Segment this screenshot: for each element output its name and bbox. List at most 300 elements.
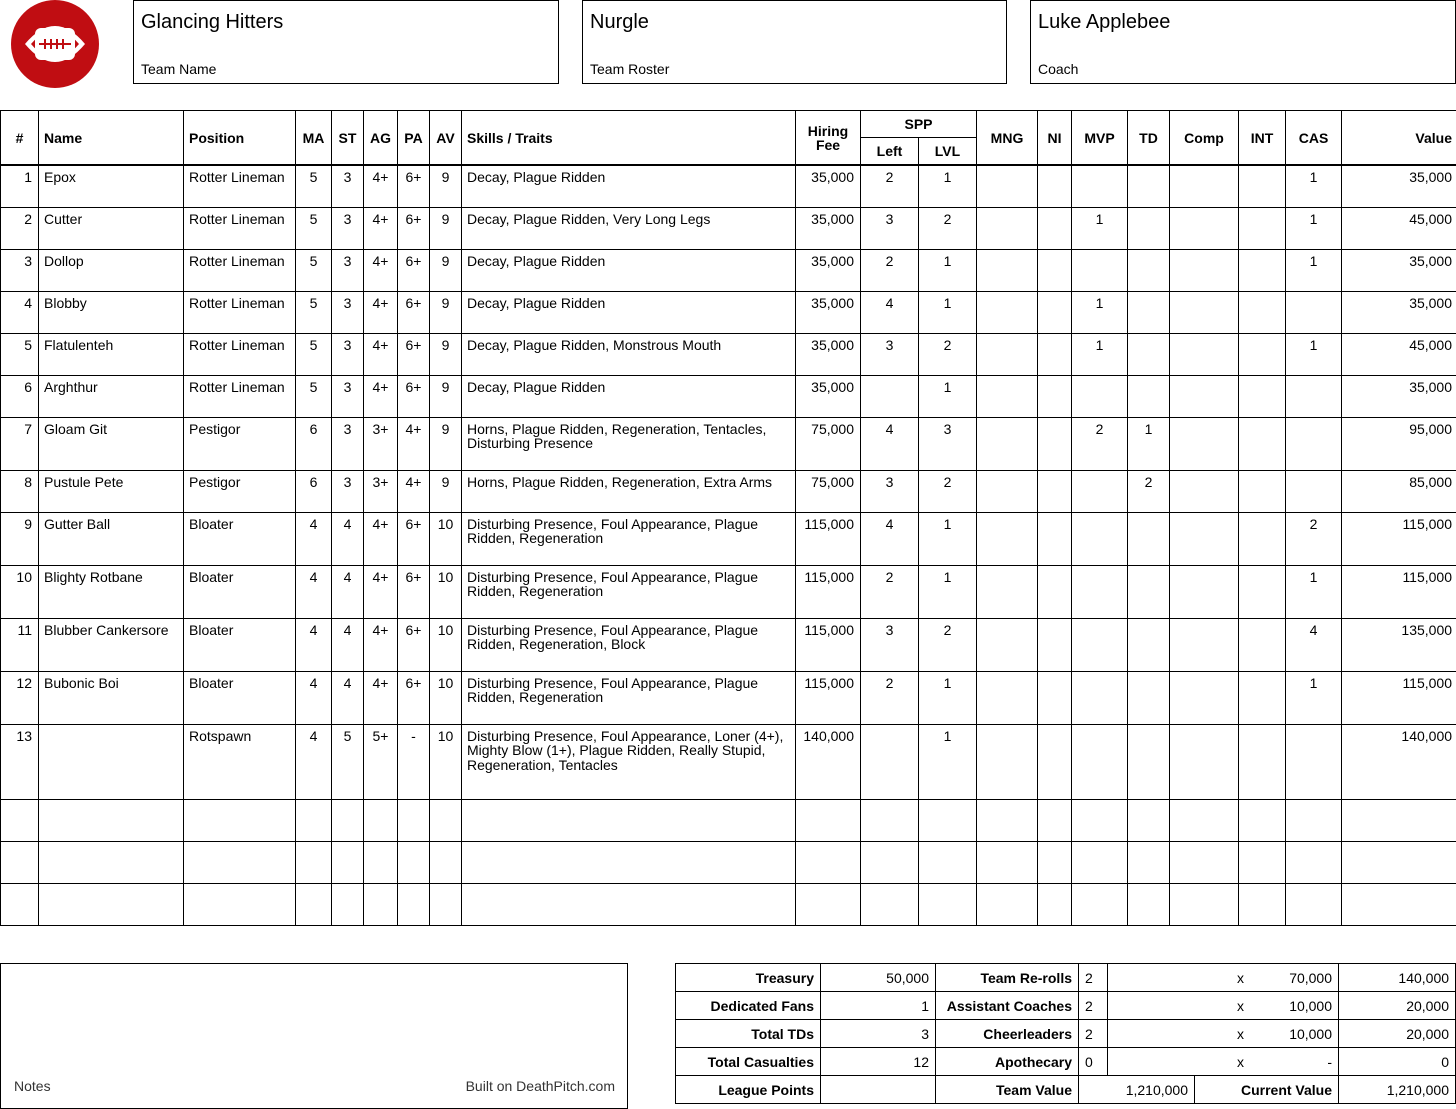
player-spp-left-empty	[861, 841, 919, 883]
col-header-int: INT	[1239, 111, 1286, 166]
player-spp-left-empty	[861, 799, 919, 841]
col-header-mvp: MVP	[1072, 111, 1128, 166]
player-av: 9	[430, 417, 462, 470]
player-skills: Horns, Plague Ridden, Regeneration, Tentacles, Disturbing Presence	[462, 417, 796, 470]
apothecary-label: Apothecary	[936, 1048, 1079, 1076]
times-sign: x	[1237, 969, 1244, 986]
player-av: 10	[430, 671, 462, 724]
player-pa: 4+	[398, 470, 430, 512]
player-ni	[1038, 249, 1072, 291]
player-number: 10	[1, 565, 39, 618]
player-td-empty	[1128, 799, 1170, 841]
roster-body	[1, 165, 1456, 925]
player-int	[1239, 724, 1286, 799]
player-ma: 4	[296, 671, 332, 724]
player-int	[1239, 165, 1286, 207]
player-ma: 6	[296, 417, 332, 470]
player-comp-empty	[1170, 799, 1239, 841]
player-skills: Decay, Plague Ridden, Very Long Legs	[462, 207, 796, 249]
col-header-pa: PA	[398, 111, 430, 166]
player-mvp	[1072, 565, 1128, 618]
player-st-empty	[332, 883, 364, 925]
roster-table	[0, 110, 1456, 926]
player-hiring-fee: 115,000	[796, 512, 861, 565]
player-ag: 3+	[364, 417, 398, 470]
player-ni-empty	[1038, 841, 1072, 883]
player-value-empty	[1342, 883, 1456, 925]
player-position: Rotspawn	[184, 724, 296, 799]
player-ag: 4+	[364, 333, 398, 375]
player-int	[1239, 417, 1286, 470]
player-pa: 6+	[398, 207, 430, 249]
player-td-empty	[1128, 883, 1170, 925]
player-number: 3	[1, 249, 39, 291]
team-roster: Nurgle	[590, 11, 649, 33]
player-comp	[1170, 375, 1239, 417]
player-av: 10	[430, 512, 462, 565]
player-comp-empty	[1170, 841, 1239, 883]
apothecary-total: 0	[1339, 1048, 1456, 1076]
player-spp-lvl: 1	[919, 165, 977, 207]
cheerleaders-cost: 10,000	[1289, 1025, 1333, 1042]
player-ma: 5	[296, 291, 332, 333]
player-ag: 3+	[364, 470, 398, 512]
total-casualties-label: Total Casualties	[676, 1048, 821, 1076]
player-comp	[1170, 291, 1239, 333]
player-mng	[977, 207, 1038, 249]
empty-table-row[interactable]	[1, 883, 1456, 925]
player-ni-empty	[1038, 883, 1072, 925]
built-on-credit: Built on DeathPitch.com	[465, 1078, 615, 1094]
player-ag: 4+	[364, 249, 398, 291]
player-hiring-fee: 35,000	[796, 375, 861, 417]
player-pa: 6+	[398, 512, 430, 565]
player-mvp	[1072, 724, 1128, 799]
player-st: 4	[332, 671, 364, 724]
player-mng	[977, 470, 1038, 512]
treasury-value: 50,000	[821, 964, 936, 992]
player-spp-left	[861, 724, 919, 799]
player-ni	[1038, 671, 1072, 724]
notes-box[interactable]	[0, 963, 628, 1109]
player-name-empty	[39, 841, 184, 883]
player-skills: Decay, Plague Ridden, Monstrous Mouth	[462, 333, 796, 375]
col-header-ag: AG	[364, 111, 398, 166]
table-row[interactable]	[1, 291, 1456, 333]
table-row[interactable]	[1, 375, 1456, 417]
player-int	[1239, 470, 1286, 512]
player-int	[1239, 291, 1286, 333]
player-st: 3	[332, 375, 364, 417]
player-td-empty	[1128, 841, 1170, 883]
rerolls-cost-cell	[1108, 964, 1339, 992]
player-value: 35,000	[1342, 165, 1456, 207]
player-int-empty	[1239, 841, 1286, 883]
col-header-spp: SPP	[861, 111, 977, 138]
player-cas: 1	[1286, 565, 1342, 618]
player-mng-empty	[977, 841, 1038, 883]
player-ag-empty	[364, 883, 398, 925]
player-av: 9	[430, 165, 462, 207]
player-value: 45,000	[1342, 207, 1456, 249]
empty-table-row[interactable]	[1, 799, 1456, 841]
player-value-empty	[1342, 799, 1456, 841]
player-spp-left: 2	[861, 249, 919, 291]
table-row[interactable]	[1, 207, 1456, 249]
player-int	[1239, 618, 1286, 671]
times-sign: x	[1237, 1053, 1244, 1070]
apothecary-cost-cell	[1108, 1048, 1339, 1076]
football-logo-icon	[11, 0, 99, 88]
fans-value: 1	[821, 992, 936, 1020]
league-points-value	[821, 1076, 936, 1104]
player-spp-lvl: 2	[919, 618, 977, 671]
player-number-empty	[1, 883, 39, 925]
player-comp	[1170, 671, 1239, 724]
player-mng	[977, 333, 1038, 375]
player-hiring-fee: 35,000	[796, 249, 861, 291]
player-mng	[977, 417, 1038, 470]
cheerleaders-label: Cheerleaders	[936, 1020, 1079, 1048]
player-position: Rotter Lineman	[184, 207, 296, 249]
player-pa-empty	[398, 883, 430, 925]
player-position-empty	[184, 883, 296, 925]
player-td	[1128, 671, 1170, 724]
player-mng	[977, 375, 1038, 417]
player-comp	[1170, 512, 1239, 565]
player-name: Bubonic Boi	[39, 671, 184, 724]
player-hiring-fee: 115,000	[796, 671, 861, 724]
player-pa: 6+	[398, 671, 430, 724]
player-st: 3	[332, 249, 364, 291]
player-ag: 4+	[364, 291, 398, 333]
times-sign: x	[1237, 997, 1244, 1014]
player-position: Rotter Lineman	[184, 333, 296, 375]
player-ag: 4+	[364, 207, 398, 249]
player-position-empty	[184, 841, 296, 883]
player-ma: 4	[296, 724, 332, 799]
team-roster-caption: Team Roster	[590, 61, 670, 77]
player-ma-empty	[296, 799, 332, 841]
notes-label: Notes	[14, 1078, 51, 1094]
player-av: 10	[430, 724, 462, 799]
coach-caption: Coach	[1038, 61, 1079, 77]
player-mvp: 2	[1072, 417, 1128, 470]
current-value: 1,210,000	[1339, 1076, 1456, 1104]
player-ag: 4+	[364, 671, 398, 724]
empty-table-row[interactable]	[1, 841, 1456, 883]
total-tds-value: 3	[821, 1020, 936, 1048]
player-av-empty	[430, 799, 462, 841]
col-header-position: Position	[184, 111, 296, 166]
player-st: 3	[332, 207, 364, 249]
player-spp-lvl-empty	[919, 841, 977, 883]
player-av: 9	[430, 470, 462, 512]
player-st: 3	[332, 165, 364, 207]
player-ni	[1038, 618, 1072, 671]
player-ma: 5	[296, 375, 332, 417]
player-ni	[1038, 165, 1072, 207]
player-int-empty	[1239, 799, 1286, 841]
col-header-name: Name	[39, 111, 184, 166]
player-mvp	[1072, 470, 1128, 512]
cheerleaders-count: 2	[1079, 1020, 1108, 1048]
player-position: Rotter Lineman	[184, 291, 296, 333]
player-td	[1128, 207, 1170, 249]
player-spp-left: 3	[861, 207, 919, 249]
player-spp-left: 4	[861, 291, 919, 333]
player-comp	[1170, 417, 1239, 470]
player-av: 9	[430, 249, 462, 291]
player-ni	[1038, 724, 1072, 799]
player-mvp	[1072, 165, 1128, 207]
table-row[interactable]	[1, 724, 1456, 799]
col-header-spp-left: Left	[861, 138, 919, 166]
coaches-label: Assistant Coaches	[936, 992, 1079, 1020]
player-ag: 4+	[364, 512, 398, 565]
player-position: Bloater	[184, 618, 296, 671]
player-skills: Decay, Plague Ridden	[462, 165, 796, 207]
player-spp-lvl: 1	[919, 291, 977, 333]
table-row[interactable]	[1, 333, 1456, 375]
player-mvp-empty	[1072, 841, 1128, 883]
player-name: Blobby	[39, 291, 184, 333]
player-cas: 1	[1286, 207, 1342, 249]
player-hiring-fee: 115,000	[796, 565, 861, 618]
player-spp-lvl: 1	[919, 512, 977, 565]
col-header-mng: MNG	[977, 111, 1038, 166]
player-mvp: 1	[1072, 291, 1128, 333]
player-value: 35,000	[1342, 291, 1456, 333]
player-ni	[1038, 512, 1072, 565]
player-number: 4	[1, 291, 39, 333]
table-row[interactable]	[1, 470, 1456, 512]
player-spp-lvl: 2	[919, 333, 977, 375]
apothecary-cost: -	[1327, 1053, 1333, 1070]
cheerleaders-cost-cell	[1108, 1020, 1339, 1048]
player-mng	[977, 249, 1038, 291]
league-points-label: League Points	[676, 1076, 821, 1104]
player-hiring-fee: 115,000	[796, 618, 861, 671]
player-number: 8	[1, 470, 39, 512]
player-spp-left: 3	[861, 470, 919, 512]
apothecary-count: 0	[1079, 1048, 1108, 1076]
player-ni	[1038, 375, 1072, 417]
player-value: 95,000	[1342, 417, 1456, 470]
player-ag: 5+	[364, 724, 398, 799]
player-number: 12	[1, 671, 39, 724]
player-spp-left: 2	[861, 671, 919, 724]
player-td	[1128, 724, 1170, 799]
player-ma-empty	[296, 841, 332, 883]
rerolls-count: 2	[1079, 964, 1108, 992]
player-position: Bloater	[184, 565, 296, 618]
player-hiring-fee: 140,000	[796, 724, 861, 799]
table-row[interactable]	[1, 417, 1456, 470]
player-cas: 1	[1286, 249, 1342, 291]
player-mng	[977, 618, 1038, 671]
player-name-empty	[39, 883, 184, 925]
player-av: 9	[430, 375, 462, 417]
player-value: 85,000	[1342, 470, 1456, 512]
player-comp-empty	[1170, 883, 1239, 925]
player-spp-left-empty	[861, 883, 919, 925]
coach-box	[1030, 0, 1456, 84]
player-comp	[1170, 470, 1239, 512]
total-casualties-value: 12	[821, 1048, 936, 1076]
player-int	[1239, 207, 1286, 249]
coaches-total: 20,000	[1339, 992, 1456, 1020]
player-mvp	[1072, 375, 1128, 417]
player-pa: 6+	[398, 618, 430, 671]
table-row[interactable]	[1, 165, 1456, 207]
player-ni	[1038, 417, 1072, 470]
player-name: Blighty Rotbane	[39, 565, 184, 618]
player-ni	[1038, 333, 1072, 375]
player-mvp	[1072, 618, 1128, 671]
player-st: 3	[332, 470, 364, 512]
team-name-caption: Team Name	[141, 61, 217, 77]
player-name: Gloam Git	[39, 417, 184, 470]
col-header-cas: CAS	[1286, 111, 1342, 166]
player-ag-empty	[364, 799, 398, 841]
player-td	[1128, 165, 1170, 207]
player-cas	[1286, 291, 1342, 333]
player-hiring-fee-empty	[796, 841, 861, 883]
player-st: 3	[332, 291, 364, 333]
player-mng	[977, 512, 1038, 565]
table-row[interactable]	[1, 565, 1456, 618]
player-ma: 5	[296, 333, 332, 375]
player-ma: 6	[296, 470, 332, 512]
col-header-value: Value	[1342, 111, 1456, 166]
summary-row	[676, 1048, 1456, 1076]
player-cas	[1286, 724, 1342, 799]
player-number: 1	[1, 165, 39, 207]
col-header-ni: NI	[1038, 111, 1072, 166]
player-pa: 6+	[398, 165, 430, 207]
player-value: 115,000	[1342, 512, 1456, 565]
player-av: 9	[430, 333, 462, 375]
player-name: Dollop	[39, 249, 184, 291]
player-skills-empty	[462, 841, 796, 883]
player-value: 115,000	[1342, 671, 1456, 724]
player-ni	[1038, 207, 1072, 249]
player-int-empty	[1239, 883, 1286, 925]
player-comp	[1170, 333, 1239, 375]
player-hiring-fee: 35,000	[796, 291, 861, 333]
player-st: 4	[332, 512, 364, 565]
player-st: 4	[332, 565, 364, 618]
times-sign: x	[1237, 1025, 1244, 1042]
fans-label: Dedicated Fans	[676, 992, 821, 1020]
player-number: 5	[1, 333, 39, 375]
player-ni-empty	[1038, 799, 1072, 841]
player-int	[1239, 512, 1286, 565]
player-spp-lvl-empty	[919, 883, 977, 925]
col-header-spp-lvl: LVL	[919, 138, 977, 166]
player-ma: 5	[296, 165, 332, 207]
player-pa-empty	[398, 841, 430, 883]
summary-row	[676, 992, 1456, 1020]
team-name: Glancing Hitters	[141, 11, 284, 33]
player-name	[39, 724, 184, 799]
player-mvp-empty	[1072, 883, 1128, 925]
player-comp	[1170, 207, 1239, 249]
player-td	[1128, 512, 1170, 565]
player-mvp	[1072, 512, 1128, 565]
col-header-skills: Skills / Traits	[462, 111, 796, 166]
player-pa: 6+	[398, 375, 430, 417]
player-number: 9	[1, 512, 39, 565]
treasury-label: Treasury	[676, 964, 821, 992]
player-position: Rotter Lineman	[184, 249, 296, 291]
player-mng-empty	[977, 883, 1038, 925]
player-number: 6	[1, 375, 39, 417]
player-hiring-fee-empty	[796, 883, 861, 925]
player-cas: 4	[1286, 618, 1342, 671]
table-row[interactable]	[1, 618, 1456, 671]
player-ma: 4	[296, 565, 332, 618]
player-mng	[977, 565, 1038, 618]
player-name: Blubber Cankersore	[39, 618, 184, 671]
coach-name: Luke Applebee	[1038, 11, 1171, 33]
player-spp-lvl: 1	[919, 724, 977, 799]
player-number: 2	[1, 207, 39, 249]
player-cas-empty	[1286, 799, 1342, 841]
player-skills: Disturbing Presence, Foul Appearance, Plague Ridden, Regeneration	[462, 565, 796, 618]
player-spp-lvl: 3	[919, 417, 977, 470]
player-hiring-fee: 35,000	[796, 165, 861, 207]
player-cas: 1	[1286, 671, 1342, 724]
col-header-td: TD	[1128, 111, 1170, 166]
player-name: Epox	[39, 165, 184, 207]
player-td: 2	[1128, 470, 1170, 512]
player-skills-empty	[462, 799, 796, 841]
player-name: Arghthur	[39, 375, 184, 417]
player-cas-empty	[1286, 883, 1342, 925]
player-number: 13	[1, 724, 39, 799]
player-skills: Horns, Plague Ridden, Regeneration, Extra Arms	[462, 470, 796, 512]
player-int	[1239, 333, 1286, 375]
player-position: Rotter Lineman	[184, 375, 296, 417]
coaches-cost: 10,000	[1289, 997, 1333, 1014]
player-cas: 2	[1286, 512, 1342, 565]
player-ni	[1038, 291, 1072, 333]
player-cas	[1286, 375, 1342, 417]
player-td	[1128, 333, 1170, 375]
player-position: Rotter Lineman	[184, 165, 296, 207]
player-mvp: 1	[1072, 333, 1128, 375]
player-av: 10	[430, 565, 462, 618]
player-int	[1239, 565, 1286, 618]
player-spp-left: 4	[861, 512, 919, 565]
player-value: 35,000	[1342, 375, 1456, 417]
table-row[interactable]	[1, 512, 1456, 565]
player-spp-lvl: 1	[919, 375, 977, 417]
col-header-av: AV	[430, 111, 462, 166]
player-pa: 6+	[398, 291, 430, 333]
player-name: Cutter	[39, 207, 184, 249]
coaches-count: 2	[1079, 992, 1108, 1020]
player-av-empty	[430, 883, 462, 925]
table-row[interactable]	[1, 671, 1456, 724]
player-comp	[1170, 724, 1239, 799]
current-value-label: Current Value	[1195, 1076, 1339, 1104]
table-row[interactable]	[1, 249, 1456, 291]
player-spp-lvl: 1	[919, 565, 977, 618]
team-roster-box	[582, 0, 1007, 84]
